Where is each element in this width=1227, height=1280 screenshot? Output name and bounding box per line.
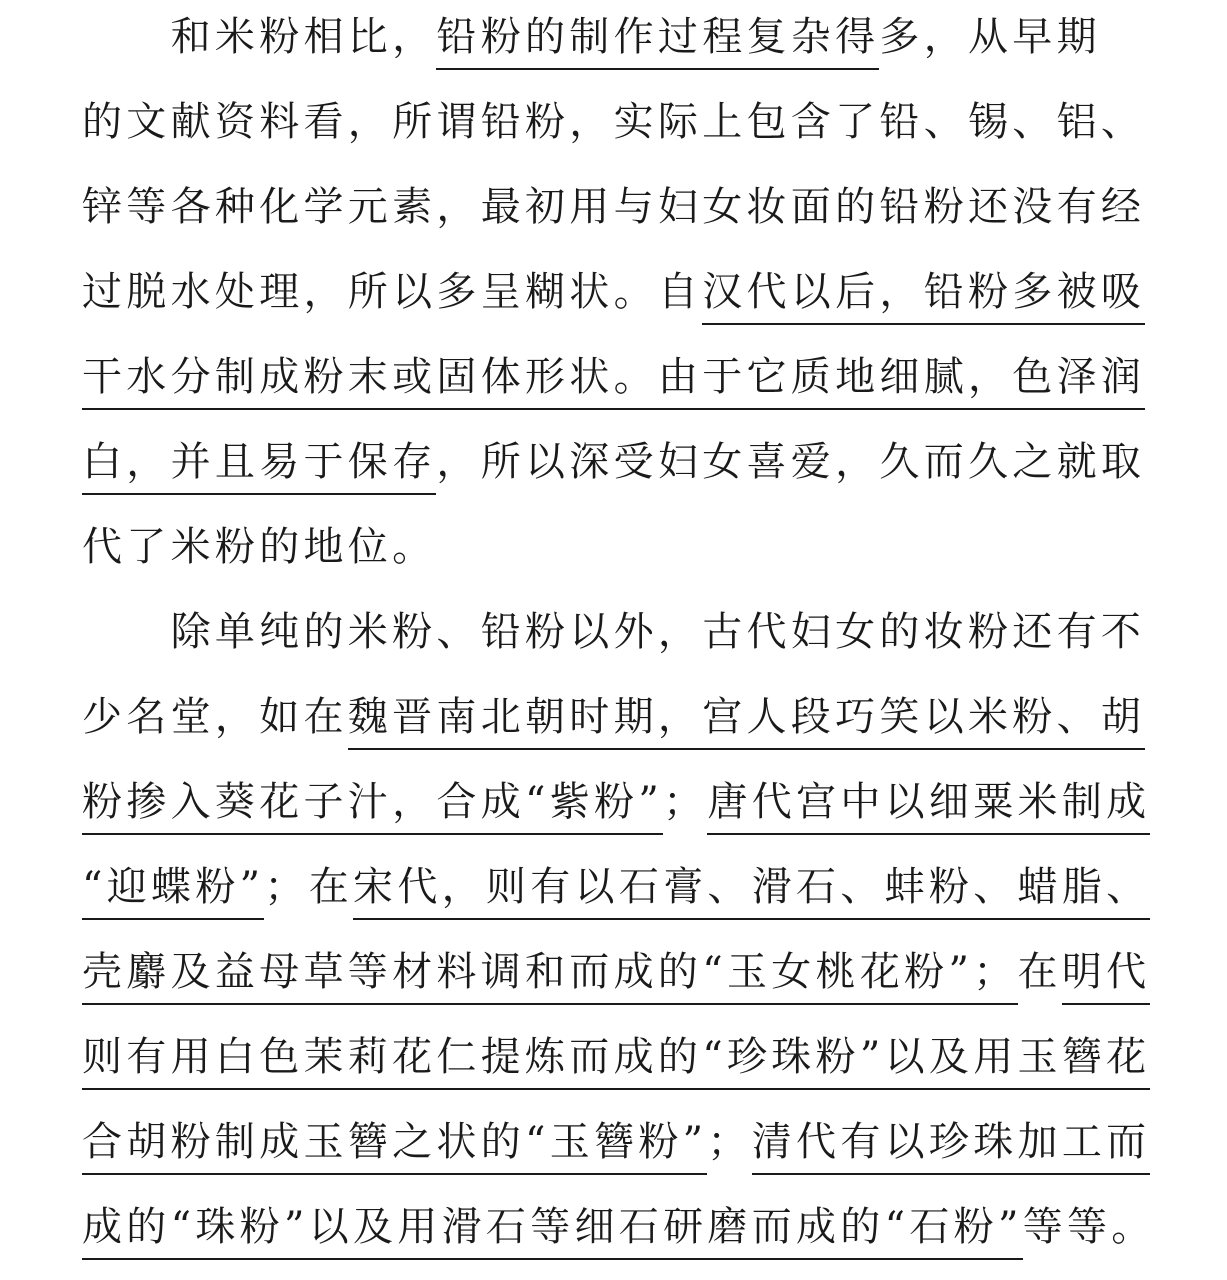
text-segment: 和米粉相比， (82, 14, 437, 60)
text-line-2 (82, 87, 1146, 157)
underlined-segment: 壳麝及益母草等材料调和而成的“玉女桃花粉”； (82, 937, 1018, 1007)
text-segment: 少名堂，如在 (82, 694, 348, 740)
text-line-4 (82, 257, 1146, 327)
text-segment: 多，从早期 (879, 14, 1101, 60)
text-segment: 的文献资料看，所谓铅粉，实际上包含了铅、锡、铝、 (82, 99, 1146, 145)
underlined-segment: 合胡粉制成玉簪之状的“玉簪粉” (82, 1107, 707, 1177)
underlined-segment: 干水分制成粉末或固体形状。由于它质地细腻，色泽润 (82, 342, 1145, 412)
text-line-7 (82, 512, 1146, 582)
text-segment: 过脱水处理，所以多呈糊状。自 (82, 269, 703, 315)
text-segment: ； (707, 1119, 752, 1165)
text-line-5 (82, 342, 1146, 412)
underlined-segment: 铅粉的制作过程复杂得 (436, 2, 879, 72)
text-segment: 锌等各种化学元素，最初用与妇女妆面的铅粉还没有经 (82, 184, 1146, 230)
text-segment: ；在 (264, 864, 354, 910)
text-segment: 除单纯的米粉、铅粉以外，古代妇女的妆粉还有不 (82, 609, 1146, 655)
underlined-segment: 魏晋南北朝时期，宫人段巧笑以米粉、胡 (348, 682, 1145, 752)
text-line-3 (82, 172, 1146, 242)
text-line-13 (82, 1022, 1151, 1092)
text-segment: 代了米粉的地位。 (82, 524, 437, 570)
text-segment: 等等。 (1022, 1204, 1156, 1250)
underlined-segment: 汉代以后，铅粉多被吸 (702, 257, 1145, 327)
text-line-15 (82, 1192, 1156, 1262)
underlined-segment: 白，并且易于保存 (82, 427, 436, 497)
underlined-segment: 宋代，则有以石膏、滑石、蚌粉、蜡脂、 (353, 852, 1150, 922)
underlined-segment: 唐代宫中以细粟米制成 (707, 767, 1150, 837)
text-segment: 在 (1017, 949, 1062, 995)
text-segment: ，所以深受妇女喜爱，久而久之就取 (436, 439, 1146, 485)
text-line-10 (82, 767, 1151, 837)
text-line-12 (82, 937, 1151, 1007)
underlined-segment: “迎蝶粉” (82, 852, 264, 922)
underlined-segment: 清代有以珍珠加工而 (752, 1107, 1151, 1177)
text-line-1 (82, 2, 1146, 72)
text-line-11 (82, 852, 1151, 922)
underlined-segment: 粉掺入葵花子汁，合成“紫粉” (82, 767, 663, 837)
text-segment: ； (663, 779, 708, 825)
text-line-6 (82, 427, 1146, 497)
underlined-segment: 成的“珠粉”以及用滑石等细石研磨而成的“石粉” (82, 1192, 1023, 1262)
underlined-segment: 则有用白色茉莉花仁提炼而成的“珍珠粉”以及用玉簪花 (82, 1022, 1150, 1092)
text-line-14 (82, 1107, 1151, 1177)
underlined-segment: 明代 (1062, 937, 1151, 1007)
text-line-8 (82, 597, 1146, 667)
text-line-9 (82, 682, 1146, 752)
